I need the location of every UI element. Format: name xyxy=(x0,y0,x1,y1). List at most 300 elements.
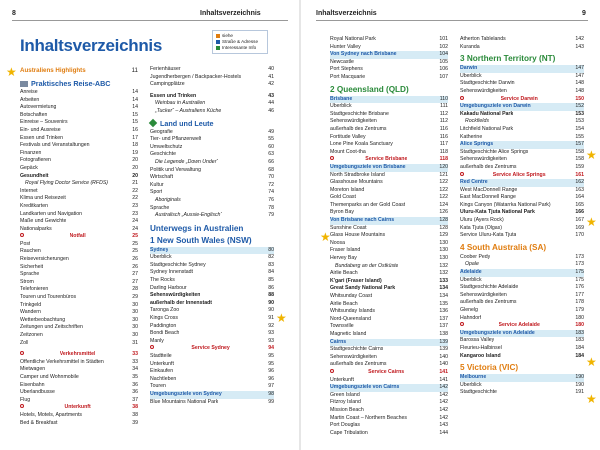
toc-entry-title: Themenparks an der Gold Coast xyxy=(330,201,406,208)
toc-entry[interactable] xyxy=(20,165,138,173)
toc-entry[interactable] xyxy=(150,159,274,167)
toc-entry[interactable] xyxy=(330,126,448,134)
toc-entry-title: Mietwagen xyxy=(20,366,46,373)
toc-entry[interactable] xyxy=(330,407,448,415)
toc-entry[interactable] xyxy=(330,187,448,195)
toc-entry[interactable] xyxy=(150,247,274,255)
toc-entry-page: 36 xyxy=(132,381,138,388)
toc-entry[interactable] xyxy=(330,399,448,407)
toc-entry[interactable] xyxy=(460,149,584,157)
toc-entry-page: 22 xyxy=(132,195,138,202)
toc-entry[interactable] xyxy=(330,384,448,392)
toc-entry[interactable] xyxy=(20,397,138,405)
toc-entry-title: Noosa xyxy=(330,239,345,246)
highlights-label: Australiens Highlights xyxy=(20,67,86,74)
toc-entry[interactable] xyxy=(330,377,448,385)
toc-entry[interactable] xyxy=(20,180,138,188)
toc-entry-title: Notfall xyxy=(69,233,86,240)
toc-entry[interactable] xyxy=(330,278,448,286)
toc-entry[interactable] xyxy=(20,188,138,196)
toc-entry[interactable] xyxy=(150,399,274,407)
toc-entry-title: Moreton Island xyxy=(330,186,365,193)
toc-entry[interactable] xyxy=(150,129,274,137)
toc-entry[interactable] xyxy=(330,202,448,210)
toc-entry-page: 183 xyxy=(575,337,584,344)
toc-entry[interactable] xyxy=(460,65,584,73)
toc-entry-page: 25 xyxy=(132,233,138,240)
toc-entry[interactable] xyxy=(150,269,274,277)
toc-entry[interactable] xyxy=(20,389,138,397)
toc-list-right-col1a xyxy=(330,36,448,82)
toc-entry[interactable] xyxy=(20,195,138,203)
toc-entry[interactable] xyxy=(20,332,138,340)
toc-entry[interactable] xyxy=(460,141,584,149)
toc-entry-title: Botschaften xyxy=(20,111,48,118)
toc-entry[interactable] xyxy=(460,299,584,307)
header-rule-right xyxy=(316,20,588,21)
toc-entry-title: Sehenswürdigkeiten xyxy=(150,292,201,299)
toc-entry[interactable] xyxy=(460,202,584,210)
toc-entry[interactable] xyxy=(20,248,138,256)
toc-entry[interactable] xyxy=(330,415,448,423)
toc-entry[interactable] xyxy=(150,391,274,399)
toc-entry-page: 63 xyxy=(268,151,274,158)
toc-entry[interactable] xyxy=(330,255,448,263)
toc-entry[interactable] xyxy=(460,187,584,195)
toc-entry-page: 118 xyxy=(439,156,448,163)
toc-entry-page: 153 xyxy=(575,118,584,125)
toc-entry-page: 163 xyxy=(575,186,584,193)
toc-entry-title: Maße und Gewichte xyxy=(20,218,67,225)
toc-entry[interactable] xyxy=(460,337,584,345)
toc-entry[interactable] xyxy=(150,74,274,82)
toc-entry-title: Einreise – Souvenirs xyxy=(20,119,68,126)
toc-entry[interactable] xyxy=(150,323,274,331)
toc-entry-title: Alice Springs xyxy=(460,141,494,148)
toc-entry-page: 84 xyxy=(268,269,274,276)
toc-entry[interactable] xyxy=(150,338,274,346)
toc-entry[interactable] xyxy=(460,330,584,338)
toc-entry[interactable] xyxy=(460,315,584,323)
toc-entry-page: 129 xyxy=(439,232,448,239)
toc-entry-page: 17 xyxy=(132,134,138,141)
toc-entry-title: Paddington xyxy=(150,322,177,329)
toc-entry[interactable] xyxy=(20,233,138,241)
toc-entry[interactable] xyxy=(330,172,448,180)
toc-entry[interactable] xyxy=(20,264,138,272)
toc-entry[interactable] xyxy=(20,340,138,348)
toc-right-col1 xyxy=(330,36,448,437)
toc-entry-title: Sydney Innenstadt xyxy=(150,269,193,276)
toc-entry[interactable] xyxy=(150,307,274,315)
toc-entry[interactable] xyxy=(150,345,274,353)
toc-entry[interactable] xyxy=(20,256,138,264)
toc-entry-page: 46 xyxy=(268,107,274,114)
toc-entry-title: Lone Pine Koala Sanctuary xyxy=(330,141,393,148)
toc-entry[interactable] xyxy=(150,353,274,361)
toc-entry[interactable] xyxy=(20,302,138,310)
toc-entry[interactable] xyxy=(330,263,448,271)
toc-entry-title: Townsville xyxy=(330,323,354,330)
toc-entry-title: Byron Bay xyxy=(330,209,354,216)
toc-entry[interactable] xyxy=(330,369,448,377)
toc-entry-title: Ferienhäuser xyxy=(150,66,181,72)
toc-entry[interactable] xyxy=(330,247,448,255)
toc-entry[interactable] xyxy=(460,382,584,390)
toc-entry[interactable] xyxy=(20,374,138,382)
nt-heading: 3 Northern Territory (NT) xyxy=(460,54,556,64)
legend-label: Interessante Info xyxy=(222,45,257,50)
toc-entry-page: 93 xyxy=(268,337,274,344)
toc-entry-page: 43 xyxy=(268,92,274,99)
star-icon: ★ xyxy=(320,230,331,244)
toc-entry[interactable] xyxy=(20,142,138,150)
toc-entry-page: 130 xyxy=(439,255,448,262)
toc-entry[interactable] xyxy=(460,284,584,292)
toc-entry-page: 116 xyxy=(439,133,448,140)
toc-entry-page: 91 xyxy=(268,315,274,322)
toc-entry-title: Anreise xyxy=(20,89,38,95)
toc-entry[interactable] xyxy=(330,118,448,126)
toc-entry[interactable] xyxy=(330,141,448,149)
toc-entry[interactable] xyxy=(150,361,274,369)
toc-entry[interactable] xyxy=(460,225,584,233)
toc-entry-title: Bondi Beach xyxy=(150,330,180,337)
toc-entry-title: Gepäck xyxy=(20,164,38,171)
toc-entry[interactable] xyxy=(460,353,584,361)
toc-entry[interactable] xyxy=(330,179,448,187)
toc-entry-page: 35 xyxy=(132,373,138,380)
toc-entry[interactable] xyxy=(20,412,138,420)
toc-entry[interactable] xyxy=(330,66,448,74)
toc-entry[interactable] xyxy=(20,309,138,317)
toc-entry[interactable] xyxy=(460,172,584,180)
toc-entry[interactable] xyxy=(20,211,138,219)
toc-entry[interactable] xyxy=(460,164,584,172)
page-number-right: 9 xyxy=(582,10,586,17)
toc-entry-title: Geschichte xyxy=(150,151,176,158)
toc-entry[interactable] xyxy=(460,111,584,119)
toc-entry[interactable] xyxy=(460,232,584,240)
toc-entry[interactable] xyxy=(460,156,584,164)
toc-entry-title: Stadtgeschichte xyxy=(460,389,497,396)
toc-entry-page: 128 xyxy=(439,224,448,231)
toc-entry[interactable] xyxy=(460,322,584,330)
toc-entry[interactable] xyxy=(330,59,448,67)
toc-entry[interactable] xyxy=(150,376,274,384)
toc-entry[interactable] xyxy=(330,134,448,142)
toc-entry[interactable] xyxy=(150,167,274,175)
toc-entry-title: Kreditkarten xyxy=(20,202,48,209)
toc-entry[interactable] xyxy=(330,308,448,316)
toc-entry[interactable] xyxy=(330,111,448,119)
toc-entry[interactable] xyxy=(150,212,274,220)
toc-entry[interactable] xyxy=(460,277,584,285)
toc-entry[interactable] xyxy=(460,88,584,96)
toc-entry-page: 170 xyxy=(575,232,584,239)
toc-entry[interactable] xyxy=(20,104,138,112)
toc-entry[interactable] xyxy=(20,135,138,143)
toc-entry-title: Sicherheit xyxy=(20,263,44,270)
toc-entry-title: Hunter Valley xyxy=(330,43,361,50)
toc-entry[interactable] xyxy=(330,331,448,339)
toc-entry-page: 164 xyxy=(575,194,584,201)
toc-entry-page: 76 xyxy=(268,196,274,203)
toc-entry[interactable] xyxy=(20,112,138,120)
toc-entry[interactable] xyxy=(150,197,274,205)
toc-entry-page: 30 xyxy=(132,301,138,308)
toc-entry[interactable] xyxy=(460,96,584,104)
toc-entry-title: Blue Mountains National Park xyxy=(150,398,219,405)
toc-entry[interactable] xyxy=(150,368,274,376)
toc-entry[interactable] xyxy=(330,156,448,164)
toc-entry-title: Unterkunft xyxy=(64,404,91,411)
toc-entry-page: 118 xyxy=(439,148,448,155)
toc-entry[interactable] xyxy=(150,174,274,182)
toc-entry-title: Service Darwin xyxy=(500,95,538,102)
toc-entry-page: 137 xyxy=(439,323,448,330)
toc-entry[interactable] xyxy=(330,285,448,293)
toc-entry-page: 121 xyxy=(439,171,448,178)
toc-list-left-col2c xyxy=(150,247,274,406)
toc-entry-page: 122 xyxy=(439,186,448,193)
toc-entry-page: 20 xyxy=(132,157,138,164)
toc-entry[interactable] xyxy=(20,218,138,226)
toc-entry[interactable] xyxy=(330,209,448,217)
toc-entry[interactable] xyxy=(330,149,448,157)
toc-entry-title: Umgebungsziele von Sydney xyxy=(150,390,222,397)
toc-entry-page: 29 xyxy=(132,294,138,301)
toc-entry[interactable] xyxy=(460,292,584,300)
toc-entry-page: 14 xyxy=(132,96,138,103)
toc-entry[interactable] xyxy=(20,127,138,135)
toc-entry-page: 137 xyxy=(439,315,448,322)
toc-entry[interactable] xyxy=(460,254,584,262)
toc-entry[interactable] xyxy=(330,194,448,202)
toc-entry[interactable] xyxy=(330,240,448,248)
legend-label: Straße & Adresse xyxy=(222,39,259,44)
toc-entry[interactable] xyxy=(460,103,584,111)
toc-entry[interactable] xyxy=(20,366,138,374)
toc-entry-page: 143 xyxy=(575,43,584,50)
toc-entry-page: 80 xyxy=(268,246,274,253)
toc-entry[interactable] xyxy=(20,351,138,359)
toc-entry-page: 94 xyxy=(268,345,274,352)
toc-entry[interactable] xyxy=(460,194,584,202)
toc-entry[interactable] xyxy=(150,136,274,144)
toc-entry[interactable] xyxy=(20,271,138,279)
toc-entry-page: 173 xyxy=(575,253,584,260)
toc-entry[interactable] xyxy=(20,203,138,211)
toc-entry[interactable] xyxy=(20,382,138,390)
toc-entry[interactable] xyxy=(20,150,138,158)
toc-entry[interactable] xyxy=(330,301,448,309)
toc-entry[interactable] xyxy=(460,73,584,81)
toc-entry[interactable] xyxy=(150,189,274,197)
toc-entry[interactable] xyxy=(20,97,138,105)
toc-entry[interactable] xyxy=(150,205,274,213)
toc-entry[interactable] xyxy=(20,294,138,302)
toc-left-col2 xyxy=(150,66,274,406)
toc-entry[interactable] xyxy=(330,361,448,369)
toc-entry[interactable] xyxy=(330,225,448,233)
toc-entry[interactable] xyxy=(460,261,584,269)
toc-entry-title: Whitsunday Coast xyxy=(330,293,373,299)
toc-entry[interactable] xyxy=(330,392,448,400)
toc-entry-page: 161 xyxy=(575,171,584,178)
toc-entry[interactable] xyxy=(330,354,448,362)
toc-entry[interactable] xyxy=(460,389,584,397)
toc-entry[interactable] xyxy=(330,232,448,240)
toc-entry[interactable] xyxy=(150,262,274,270)
toc-entry[interactable] xyxy=(150,93,274,101)
toc-entry-title: Opale xyxy=(465,261,479,268)
toc-entry[interactable] xyxy=(330,293,448,301)
toc-entry[interactable] xyxy=(20,226,138,234)
toc-entry-page: 85 xyxy=(268,277,274,284)
toc-entry[interactable] xyxy=(330,103,448,111)
toc-entry[interactable] xyxy=(20,317,138,325)
toc-entry-page: 38 xyxy=(132,404,138,411)
toc-entry[interactable] xyxy=(330,339,448,347)
toc-entry-title: Touren und Tourenbüros xyxy=(20,294,77,301)
toc-entry-page: 27 xyxy=(132,271,138,278)
toc-entry-title: Taronga Zoo xyxy=(150,307,180,314)
toc-entry-title: Einkaufen xyxy=(150,368,174,375)
toc-entry[interactable] xyxy=(20,420,138,428)
toc-entry[interactable] xyxy=(150,285,274,293)
toc-entry[interactable] xyxy=(330,44,448,52)
toc-entry[interactable] xyxy=(460,36,584,44)
toc-entry[interactable] xyxy=(150,383,274,391)
toc-entry[interactable] xyxy=(460,217,584,225)
toc-entry-title: Flug xyxy=(20,396,31,403)
toc-entry-page: 82 xyxy=(268,254,274,261)
toc-entry-page: 111 xyxy=(440,103,448,110)
toc-entry[interactable] xyxy=(460,134,584,142)
toc-entry[interactable] xyxy=(20,286,138,294)
toc-entry[interactable] xyxy=(20,241,138,249)
toc-entry-title: Essen und Trinken xyxy=(20,134,63,141)
toc-entry[interactable] xyxy=(460,44,584,52)
toc-entry-title: Sunshine Coast xyxy=(330,224,367,231)
toc-entry[interactable] xyxy=(20,157,138,165)
toc-entry[interactable] xyxy=(150,300,274,308)
toc-entry[interactable] xyxy=(20,173,138,181)
toc-entry-page: 107 xyxy=(439,73,448,80)
toc-entry-page: 180 xyxy=(575,314,584,321)
toc-entry[interactable] xyxy=(150,277,274,285)
toc-entry-title: Zeitzonen xyxy=(20,332,43,338)
toc-entry[interactable] xyxy=(20,324,138,332)
toc-entry-title: Campingplätze xyxy=(150,81,185,88)
toc-entry-page: 55 xyxy=(268,136,274,143)
toc-entry-page: 112 xyxy=(439,118,448,125)
toc-entry[interactable] xyxy=(20,119,138,127)
toc-entry[interactable] xyxy=(330,217,448,225)
toc-entry[interactable] xyxy=(150,66,274,74)
toc-entry[interactable] xyxy=(460,179,584,187)
toc-entry[interactable] xyxy=(330,96,448,104)
toc-entry-page: 41 xyxy=(268,73,274,80)
toc-entry[interactable] xyxy=(20,359,138,367)
toc-entry[interactable] xyxy=(330,164,448,172)
toc-entry-page: 21 xyxy=(132,180,138,187)
toc-entry[interactable] xyxy=(150,100,274,108)
toc-entry[interactable] xyxy=(150,144,274,152)
toc-entry-title: Sprache xyxy=(150,204,170,211)
toc-entry-page: 122 xyxy=(439,194,448,201)
toc-entry-page: 175 xyxy=(575,276,584,283)
sa-heading: 4 South Australia (SA) xyxy=(460,242,547,252)
toc-entry-page: 14 xyxy=(132,104,138,111)
toc-list-right-col2d xyxy=(460,374,584,397)
toc-entry[interactable] xyxy=(330,430,448,438)
toc-entry-title: außerhalb der Innenstadt xyxy=(150,299,212,306)
service-icon xyxy=(150,345,154,349)
toc-list-right-col2c xyxy=(460,254,584,360)
toc-entry[interactable] xyxy=(460,269,584,277)
highlights-entry[interactable] xyxy=(20,66,138,75)
toc-entry[interactable] xyxy=(150,108,274,116)
toc-entry-page: 25 xyxy=(132,248,138,255)
toc-entry-title: Tier- und Pflanzenwelt xyxy=(150,136,202,143)
toc-entry[interactable] xyxy=(330,36,448,44)
toc-entry-title: Essen und Trinken xyxy=(150,92,197,99)
toc-entry[interactable] xyxy=(150,81,274,89)
toc-entry-page: 150 xyxy=(575,95,584,102)
toc-entry[interactable] xyxy=(460,374,584,382)
toc-entry-title: Klima und Reisezeit xyxy=(20,195,66,202)
toc-entry[interactable] xyxy=(460,80,584,88)
toc-entry[interactable] xyxy=(330,422,448,430)
toc-entry[interactable] xyxy=(150,182,274,190)
toc-entry[interactable] xyxy=(460,307,584,315)
toc-entry[interactable] xyxy=(330,316,448,324)
toc-entry[interactable] xyxy=(150,292,274,300)
toc-entry[interactable] xyxy=(20,279,138,287)
toc-entry[interactable] xyxy=(150,315,274,323)
toc-entry-page: 15 xyxy=(132,111,138,118)
toc-entry-title: außerhalb des Zentrums xyxy=(330,125,387,132)
toc-entry-title: Überblick xyxy=(330,103,352,110)
toc-entry[interactable] xyxy=(460,345,584,353)
toc-entry-page: 175 xyxy=(575,269,584,276)
toc-entry[interactable] xyxy=(150,151,274,159)
land-heading-label: Land und Leute xyxy=(160,118,214,128)
toc-entry[interactable] xyxy=(330,74,448,82)
toc-entry[interactable] xyxy=(330,270,448,278)
toc-entry-title: Autovermietung xyxy=(20,104,57,111)
toc-entry[interactable] xyxy=(20,89,138,97)
toc-entry[interactable] xyxy=(330,346,448,354)
toc-entry[interactable] xyxy=(20,404,138,412)
toc-entry[interactable] xyxy=(460,209,584,217)
toc-entry[interactable] xyxy=(150,254,274,262)
toc-entry-page: 78 xyxy=(268,204,274,211)
toc-entry[interactable] xyxy=(330,323,448,331)
toc-entry[interactable] xyxy=(460,126,584,134)
toc-entry-page: 116 xyxy=(439,125,448,132)
toc-entry[interactable] xyxy=(460,118,584,126)
toc-entry-title: Telefonieren xyxy=(20,286,49,293)
toc-entry-page: 90 xyxy=(268,299,274,306)
toc-entry[interactable] xyxy=(150,330,274,338)
toc-entry[interactable] xyxy=(330,51,448,59)
toc-entry-page: 128 xyxy=(439,217,448,224)
toc-entry-page: 72 xyxy=(268,181,274,188)
toc-entry-title: Umweltschutz xyxy=(150,143,183,150)
